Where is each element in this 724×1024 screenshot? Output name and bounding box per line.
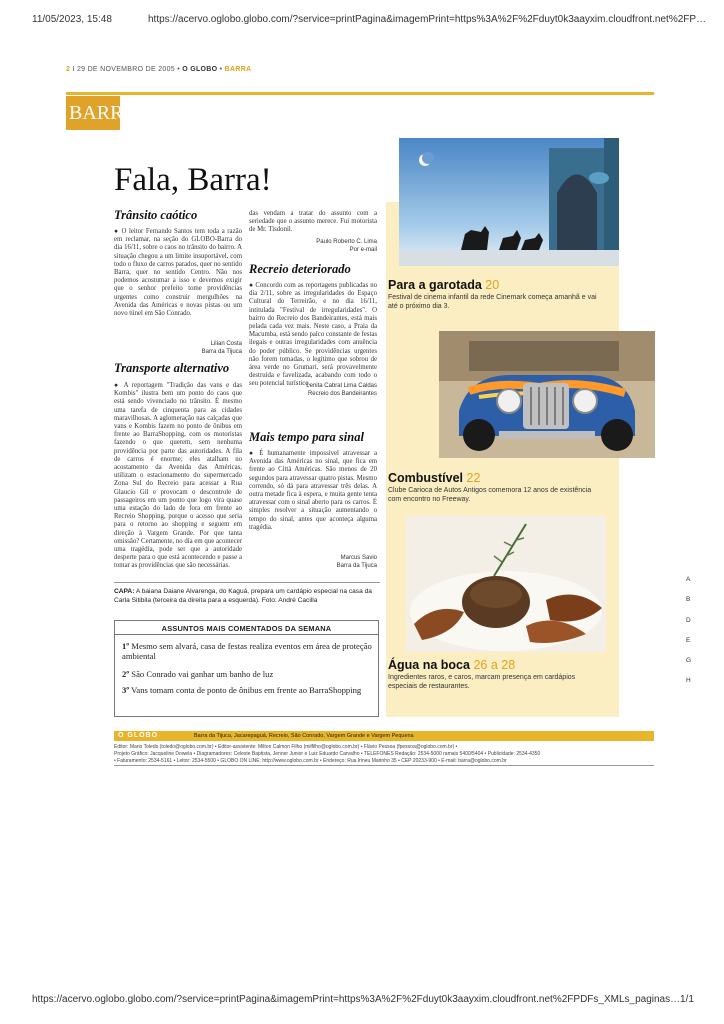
letter-body: ● Concordo com as reportagens publicadas no dia 2/11, sobre as irregularidades do Espaço Cultural do Terreirão, e no dia 16/11, intitulada "Festival de irregularidades". O bairro do Recreio dos Bandeirantes, está mais pelada cada vez mais. Neste caso, a Praia da Macumba, está sendo palco constante de festas ilegais e outras irregularidades com anuência do poder público. Se providências urgentes não forem tomadas, o legítimo que sobrou de área verde no Grumari, será provavelmente destruída e favelizada, acabando com todo o seu potencial turístico. bbox=[249, 282, 377, 388]
masthead-desc: Barra da Tijuca, Jacarepaguá, Recreio, São Conrado, Vargem Grande e Vargem Pequena bbox=[194, 733, 414, 739]
feature-title bbox=[388, 471, 598, 485]
page-number: 2 bbox=[66, 66, 71, 73]
letter-signature bbox=[249, 238, 377, 254]
most-commented-title: ASSUNTOS MAIS COMENTADOS DA SEMANA bbox=[115, 621, 378, 635]
print-url[interactable]: https://acervo.oglobo.globo.com/?service=printPagina&imagemPrint=https%3A%2F%2Fduyt0k3aayxim.cloudfront.net%2FP… bbox=[148, 14, 707, 25]
cinema-photo bbox=[399, 138, 619, 266]
letter-place: Barra da Tijuca bbox=[201, 349, 242, 355]
item-rank: 2º bbox=[122, 669, 130, 679]
index-letter: E bbox=[686, 637, 691, 644]
newspaper-page bbox=[66, 64, 656, 764]
feature-page: 26 a 28 bbox=[473, 658, 516, 672]
letter-body: ● O leitor Fernando Santos tem toda a razão em reclamar, na seção do GLOBO-Barra do dia 16/11, sobre o caos no trânsito do bairro. A situação chegou a um limite insuportável, com todo o fluxo de carros parados, quer no sentido Barra, quer no sentido Centro. Não nos podemos acostumar a isso e devemos exigir que o senhor prefeito tome providências urgentes como construir mergulhões na Avenida das Américas e novas pistas ou um novo túnel em São Conrado. bbox=[114, 228, 242, 318]
caption-text: A baiana Daiane Alvarenga, do Kaguá, prepara um cardápio especial na casa da Carla Sitibila (terceira da direita para a esquerda). Foto: André Cacilla bbox=[114, 588, 372, 604]
letter-title: Mais tempo para sinal bbox=[249, 430, 364, 444]
item-text: Mesmo sem alvará, casa de festas realiza eventos em área de proteção ambiental bbox=[122, 641, 372, 661]
print-timestamp: 11/05/2023, 15:48 bbox=[32, 14, 112, 25]
classic-car-photo bbox=[439, 331, 655, 458]
feature-desc: Ingredientes raros, e caros, marcam presença em cardápios especiais de restaurantes. bbox=[388, 674, 576, 690]
letter-place: Barra da Tijuca bbox=[336, 563, 377, 569]
most-commented-box bbox=[114, 620, 379, 717]
item-rank: 3º bbox=[122, 685, 130, 695]
index-letter: H bbox=[686, 677, 691, 684]
feature-title bbox=[388, 278, 598, 292]
browser-footer bbox=[0, 994, 724, 1008]
section-name: BARRA bbox=[224, 66, 252, 73]
feature-title bbox=[388, 658, 598, 672]
browser-header bbox=[0, 14, 724, 30]
letter-author: Lenita Cabral Lima Caldas bbox=[306, 383, 377, 389]
letter-signature bbox=[114, 340, 242, 356]
item-text: São Conrado vai ganhar um banho de luz bbox=[131, 669, 274, 679]
feature-cinema bbox=[388, 278, 598, 311]
print-url-footer[interactable]: https://acervo.oglobo.globo.com/?service=printPagina&imagemPrint=https%3A%2F%2Fduyt0k3aayxim.cloudfront.net%2FPDFs_XMLs_paginas… bbox=[32, 994, 681, 1005]
paper-name: O GLOBO bbox=[182, 66, 218, 73]
index-letter: A bbox=[686, 576, 691, 583]
masthead-brand: O GLOBO bbox=[118, 732, 159, 739]
item-rank: 1º bbox=[122, 641, 130, 651]
contact-info: • Faturamento: 2534-5161 • Leitor: 2534-5500 • GLOBO ON LINE: http://www.oglobo.com.br • Endereço: Rua Irineu Marinho 35 • CEP 20233-900 • E-mail: barra@oglobo.com.br bbox=[114, 758, 507, 764]
feature-title-text: Para a garotada bbox=[388, 278, 482, 292]
feature-title-text: Água na boca bbox=[388, 658, 470, 672]
letter-author: Marcus Savio bbox=[340, 555, 377, 561]
letter-body: ● A reportagem "Tradição das vans e das Kombis" ilustra bem um ponto do caos que está sendo vivenciado no trânsito. É mesmo uma tarefa de cinquenta para as cidades maravilhosas. A aglomeração nas calçadas que vans e Kombis fazem no ponto de ônibus em frente ao BarraShopping, com os motoristas fazendo o que querem, sem nenhuma providência por parte das autoridades. A fila de carros é enorme; eles atalham no acostamento da Avenida das Américas, utilizam o estacionamento do supermercado Zona Sul do Recreio para acessar a Rua Glaucio Gil e provocam o descontrole de passageiros em um ponto que logo vira quase uma estação do lado de fora em frente ao Recreio Shopping, porque o acesso que seria para o retorno ao shopping e seguem em direção à Vargem Grande. Por que tanta omissão? Certamente, no dia em que acontecer uma tragédia, pode ser que a autoridade desperte para o que está acontecendo e passe a tomar as providências que são necessárias. bbox=[114, 382, 242, 570]
letter-title: Transporte alternativo bbox=[114, 361, 230, 375]
index-letter: G bbox=[686, 657, 692, 664]
feature-food bbox=[388, 658, 598, 691]
feature-page: 22 bbox=[466, 471, 481, 485]
barra-logo: BARRA bbox=[66, 96, 120, 130]
index-letter: B bbox=[686, 596, 691, 603]
letter-body: ● É humanamente impossível atravessar a Avenida das Américas no sinal, que fica em frente ao Città Américas. São menos de 20 segundos para atravessar quatro pistas. Mesmo correndo, só dá para atravessar três delas. A outra metade fica à espera, e muita gente tenta atravessar com o sinal aberto para os carros. É simples resolver a situação aumentando o tempo do sinal, antes que aconteça alguma tragédia. bbox=[249, 450, 377, 531]
food-photo bbox=[406, 516, 606, 652]
feature-desc: Clube Carioca de Autos Antigos comemora 12 anos de existência com encontro no Freeway. bbox=[388, 487, 592, 503]
masthead-bar bbox=[114, 731, 654, 741]
caption-label: CAPA: bbox=[114, 588, 135, 595]
letter-title: Trânsito caótico bbox=[114, 208, 198, 222]
footer-rule bbox=[114, 765, 654, 766]
feature-page: 20 bbox=[485, 278, 500, 292]
feature-title-text: Combustível bbox=[388, 471, 464, 485]
letter-place: Recreio dos Bandeirantes bbox=[307, 391, 377, 397]
feature-fuel bbox=[388, 471, 598, 504]
issue-date: I 29 DE NOVEMBRO DE 2005 bbox=[72, 66, 175, 73]
letter-place: Por e-mail bbox=[349, 247, 377, 253]
letter-author: Lilian Costa bbox=[210, 341, 242, 347]
item-text: Vans tomam conta de ponto de ônibus em frente ao BarraShopping bbox=[131, 685, 362, 695]
list-item bbox=[122, 641, 376, 661]
list-item bbox=[122, 669, 376, 679]
feature-desc: Festival de cinema infantil da rede Cinemark começa amanhã e vai até o próximo dia 3. bbox=[388, 294, 597, 310]
letter-author: Paulo Roberto C. Lima bbox=[316, 239, 377, 245]
letter-title: Recreio deteriorado bbox=[249, 262, 351, 276]
running-head: 2 I 29 DE NOVEMBRO DE 2005 • O GLOBO • BARRA bbox=[66, 66, 252, 73]
cover-caption bbox=[114, 588, 380, 605]
index-letter: D bbox=[686, 617, 691, 624]
header-rule bbox=[66, 92, 654, 95]
print-page-count: 1/1 bbox=[680, 994, 694, 1005]
letter-signature bbox=[249, 382, 377, 398]
page-title: Fala, Barra! bbox=[114, 162, 272, 198]
staff-credits: Projeto Gráfico: Jacqueline Dowela • Diagramadores: Celeste Baptista, Jenner Junior e Luiz Eduardo Carvalho • TELEFONES Redação: 2534-5000 ramais 5400/5404 • Publicidade: 2534-4350 bbox=[114, 751, 541, 757]
staff-credits: Editor: Mario Toledo (toledo@oglobo.com.br) • Editor-assistente: Milton Calmon Filho (milfilho@oglobo.com.br) • Flávio Pessoa (fpessoa@oglobo.com.br) • bbox=[114, 744, 458, 750]
caption-rule bbox=[114, 582, 380, 583]
letter-signature bbox=[249, 554, 377, 570]
list-item bbox=[122, 685, 376, 695]
letter-body: das vendam a tratar do assunto com a seriedade que o assunto merece. Fui motorista de Mr. Tisdonil. bbox=[249, 210, 377, 234]
